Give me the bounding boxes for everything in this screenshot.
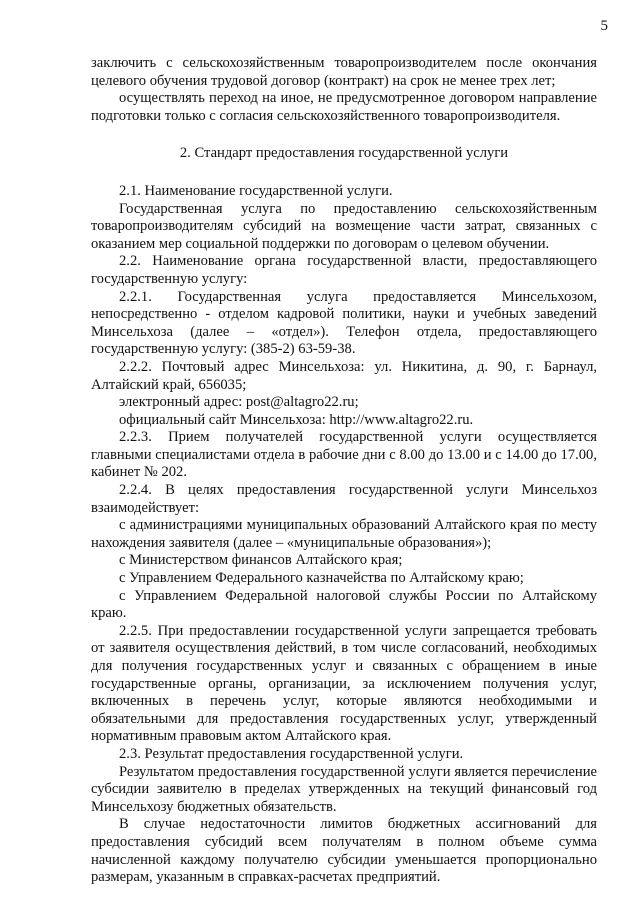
paragraph: 2.2.5. При предоставлении государственной услуги запрещается требовать от заявителя осуществления действий, в том числе согласований, необходимых для получения государственных услуг и связанных с обращением в иные государственные органы, организации, за исключением получения услуг, включенных в перечень услуг, которые являются необходимыми и обязательными для предоставления государственных услуг, утвержденный нормативным правовым актом Алтайского края.: [91, 622, 597, 745]
paragraph: с Управлением Федерального казначейства по Алтайскому краю;: [119, 570, 524, 587]
paragraph: 2.2.1. Государственная услуга предоставляется Минсельхозом, непосредственно - отделом кадровой политики, науки и учебных заведений Минсельхоза (далее – «отдел»). Телефон отдела, предоставляющего государственную услугу: (385-2) 63-59-38.: [91, 288, 597, 358]
paragraph: Результатом предоставления государственной услуги является перечисление субсидии заявителю в пределах утвержденных на текущий финансовый год Минсельхозу бюджетных обязательств.: [91, 763, 597, 815]
paragraph: 2.3. Результат предоставления государственной услуги.: [119, 745, 464, 762]
page-number: 5: [600, 18, 608, 34]
paragraph: 2.2.3. Прием получателей государственной услуги осуществляется главными специалистами отдела в рабочие дни с 8.00 до 13.00 и с 14.00 до 17.00, кабинет № 202.: [91, 429, 597, 481]
paragraph: В случае недостаточности лимитов бюджетных ассигнований для предоставления субсидий всем получателям в полном объеме сумма начисленной каждому получателю субсидии уменьшается пропорционально размерам, указанным в справках-расчетах предприятий.: [91, 816, 597, 886]
section-heading: 2. Стандарт предоставления государственной услуги: [179, 145, 509, 162]
paragraph: официальный сайт Минсельхоза: http://www.altagro22.ru.: [119, 411, 474, 428]
paragraph: с администрациями муниципальных образований Алтайского края по месту нахождения заявителя (далее – «муниципальные образования»);: [91, 517, 597, 551]
paragraph: осуществлять переход на иное, не предусмотренное договором направление подготовки только с согласия сельскохозяйственного товаропроизводителя.: [91, 90, 597, 124]
paragraph: 2.2.2. Почтовый адрес Минсельхоза: ул. Никитина, д. 90, г. Барнаул, Алтайский край, 656035;: [91, 358, 597, 393]
paragraph: заключить с сельскохозяйственным товаропроизводителем после окончания целевого обучения трудовой договор (контракт) на срок не менее трех лет;: [91, 55, 597, 89]
paragraph: 2.2.4. В целях предоставления государственной услуги Минсельхоз взаимодействует:: [91, 482, 597, 516]
paragraph: с Управлением Федеральной налоговой службы России по Алтайскому краю.: [91, 587, 597, 622]
paragraph: электронный адрес: post@altagro22.ru;: [119, 394, 359, 411]
paragraph: с Министерством финансов Алтайского края;: [119, 552, 403, 569]
paragraph: 2.1. Наименование государственной услуги.: [119, 182, 393, 199]
document-body: [91, 55, 597, 887]
paragraph: 2.2. Наименование органа государственной власти, предоставляющего государственную услугу:: [91, 253, 597, 287]
paragraph: Государственная услуга по предоставлению сельскохозяйственным товаропроизводителям субсидий на возмещение части затрат, связанных с оказанием мер социальной поддержки по договорам о целевом обучении.: [91, 200, 597, 252]
